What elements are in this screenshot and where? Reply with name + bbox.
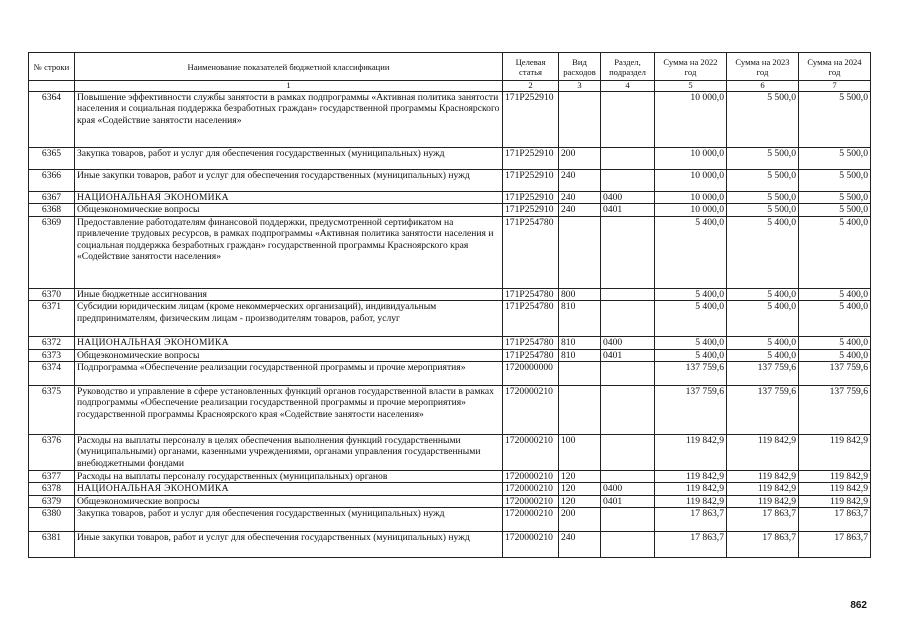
sum-2022-cell: 119 842,9 — [655, 471, 727, 483]
header-sum-2022: Сумма на 2022 год — [655, 53, 727, 81]
expense-type-cell: 240 — [559, 204, 601, 216]
section-cell — [601, 386, 655, 435]
target-article-cell: 171P254780 — [503, 337, 559, 349]
sum-2022-cell: 10 000,0 — [655, 92, 727, 148]
expense-type-cell: 810 — [559, 301, 601, 337]
target-article-cell: 171P254780 — [503, 349, 559, 361]
indicator-name-cell: Расходы на выплаты персоналу в целях обеспечения выполнения функций государственными (муниципальными) органами, казенными учреждениями, органами управления государственными внебюджетными фондами — [75, 435, 503, 471]
expense-type-cell — [559, 92, 601, 148]
target-article-cell: 171P254780 — [503, 216, 559, 288]
header-row-number: № строки — [29, 53, 75, 81]
row-number-cell: 6372 — [29, 337, 75, 349]
header-target-article: Целевая статья — [503, 53, 559, 81]
indicator-name-cell: Закупка товаров, работ и услуг для обеспечения государственных (муниципальных) нужд — [75, 148, 503, 170]
sum-2023-cell: 5 500,0 — [727, 192, 799, 204]
sum-2024-cell: 5 400,0 — [799, 337, 871, 349]
row-number-cell: 6368 — [29, 204, 75, 216]
header-sum-2023: Сумма на 2023 год — [727, 53, 799, 81]
section-cell: 0400 — [601, 483, 655, 495]
sum-2022-cell: 10 000,0 — [655, 148, 727, 170]
row-number-cell: 6373 — [29, 349, 75, 361]
section-cell: 0400 — [601, 337, 655, 349]
indicator-name-cell: Общеэкономические вопросы — [75, 204, 503, 216]
table-row — [29, 204, 871, 216]
expense-type-cell — [559, 362, 601, 386]
sum-2024-cell: 137 759,6 — [799, 362, 871, 386]
sum-2023-cell: 5 500,0 — [727, 204, 799, 216]
sum-2024-cell: 119 842,9 — [799, 495, 871, 507]
target-article-cell: 1720000210 — [503, 435, 559, 471]
sum-2024-cell: 119 842,9 — [799, 435, 871, 471]
sum-2023-cell: 137 759,6 — [727, 362, 799, 386]
page-number: 862 — [850, 600, 867, 611]
sum-2023-cell: 5 500,0 — [727, 92, 799, 148]
sum-2022-cell: 137 759,6 — [655, 362, 727, 386]
table-header-row — [29, 53, 871, 81]
target-article-cell: 171P254780 — [503, 288, 559, 300]
table-row — [29, 471, 871, 483]
table-row — [29, 483, 871, 495]
sum-2024-cell: 5 400,0 — [799, 288, 871, 300]
target-article-cell: 171P252910 — [503, 92, 559, 148]
row-number-cell: 6369 — [29, 216, 75, 288]
target-article-cell: 171P252910 — [503, 170, 559, 192]
indicator-name-cell: НАЦИОНАЛЬНАЯ ЭКОНОМИКА — [75, 192, 503, 204]
table-row — [29, 216, 871, 288]
table-row — [29, 92, 871, 148]
expense-type-cell: 120 — [559, 483, 601, 495]
sum-2022-cell: 119 842,9 — [655, 483, 727, 495]
sum-2023-cell: 5 400,0 — [727, 301, 799, 337]
indicator-name-cell: НАЦИОНАЛЬНАЯ ЭКОНОМИКА — [75, 483, 503, 495]
sum-2022-cell: 5 400,0 — [655, 349, 727, 361]
row-number-cell: 6381 — [29, 532, 75, 558]
sum-2023-cell: 5 400,0 — [727, 349, 799, 361]
sum-2022-cell: 17 863,7 — [655, 508, 727, 532]
table-row — [29, 349, 871, 361]
sum-2022-cell: 5 400,0 — [655, 216, 727, 288]
expense-type-cell — [559, 386, 601, 435]
row-number-cell: 6376 — [29, 435, 75, 471]
row-number-cell: 6377 — [29, 471, 75, 483]
sum-2022-cell: 119 842,9 — [655, 435, 727, 471]
column-number: 3 — [559, 81, 601, 92]
target-article-cell: 1720000210 — [503, 386, 559, 435]
row-number-cell: 6364 — [29, 92, 75, 148]
sum-2024-cell: 137 759,6 — [799, 386, 871, 435]
target-article-cell: 1720000000 — [503, 362, 559, 386]
sum-2024-cell: 5 500,0 — [799, 170, 871, 192]
expense-type-cell: 240 — [559, 532, 601, 558]
indicator-name-cell: Субсидии юридическим лицам (кроме некоммерческих организаций), индивидуальным предпринимателям, физическим лицам - производителям товаров, работ, услуг — [75, 301, 503, 337]
column-number — [29, 81, 75, 92]
expense-type-cell: 120 — [559, 471, 601, 483]
sum-2023-cell: 5 400,0 — [727, 216, 799, 288]
sum-2024-cell: 5 400,0 — [799, 301, 871, 337]
section-cell — [601, 301, 655, 337]
budget-table — [28, 52, 871, 558]
row-number-cell: 6367 — [29, 192, 75, 204]
expense-type-cell — [559, 216, 601, 288]
table-row — [29, 192, 871, 204]
section-cell — [601, 170, 655, 192]
table-row — [29, 495, 871, 507]
target-article-cell: 171P252910 — [503, 148, 559, 170]
target-article-cell: 171P252910 — [503, 192, 559, 204]
sum-2024-cell: 5 500,0 — [799, 148, 871, 170]
sum-2023-cell: 17 863,7 — [727, 508, 799, 532]
section-cell: 0401 — [601, 204, 655, 216]
row-number-cell: 6366 — [29, 170, 75, 192]
header-section: Раздел, подраздел — [601, 53, 655, 81]
indicator-name-cell: Общеэкономические вопросы — [75, 495, 503, 507]
expense-type-cell: 240 — [559, 170, 601, 192]
indicator-name-cell: Иные закупки товаров, работ и услуг для обеспечения государственных (муниципальных) нужд — [75, 170, 503, 192]
expense-type-cell: 810 — [559, 349, 601, 361]
sum-2022-cell: 10 000,0 — [655, 170, 727, 192]
section-cell: 0401 — [601, 349, 655, 361]
sum-2022-cell: 10 000,0 — [655, 204, 727, 216]
indicator-name-cell: Закупка товаров, работ и услуг для обеспечения государственных (муниципальных) нужд — [75, 508, 503, 532]
sum-2022-cell: 119 842,9 — [655, 495, 727, 507]
header-sum-2024: Сумма на 2024 год — [799, 53, 871, 81]
section-cell — [601, 362, 655, 386]
indicator-name-cell: Руководство и управление в сфере установленных функций органов государственной власти в рамках подпрограммы «Обеспечение реализации государственной программы и прочие мероприятия» государственной программы Красноярского края «Содействие занятости населения» — [75, 386, 503, 435]
column-number: 2 — [503, 81, 559, 92]
row-number-cell: 6374 — [29, 362, 75, 386]
section-cell — [601, 148, 655, 170]
section-cell: 0401 — [601, 495, 655, 507]
indicator-name-cell: Расходы на выплаты персоналу государственных (муниципальных) органов — [75, 471, 503, 483]
sum-2023-cell: 5 400,0 — [727, 337, 799, 349]
indicator-name-cell: Иные закупки товаров, работ и услуг для обеспечения государственных (муниципальных) нужд — [75, 532, 503, 558]
header-indicator-name: Наименование показателей бюджетной классификации — [75, 53, 503, 81]
row-number-cell: 6379 — [29, 495, 75, 507]
table-row — [29, 301, 871, 337]
table-row — [29, 386, 871, 435]
indicator-name-cell: Иные бюджетные ассигнования — [75, 288, 503, 300]
sum-2024-cell: 17 863,7 — [799, 508, 871, 532]
indicator-name-cell: НАЦИОНАЛЬНАЯ ЭКОНОМИКА — [75, 337, 503, 349]
target-article-cell: 171P254780 — [503, 301, 559, 337]
target-article-cell: 1720000210 — [503, 483, 559, 495]
table-row — [29, 435, 871, 471]
expense-type-cell: 120 — [559, 495, 601, 507]
expense-type-cell: 810 — [559, 337, 601, 349]
row-number-cell: 6365 — [29, 148, 75, 170]
section-cell — [601, 216, 655, 288]
section-cell — [601, 508, 655, 532]
sum-2023-cell: 119 842,9 — [727, 495, 799, 507]
header-expense-type: Вид расходов — [559, 53, 601, 81]
sum-2022-cell: 5 400,0 — [655, 288, 727, 300]
row-number-cell: 6370 — [29, 288, 75, 300]
section-cell — [601, 435, 655, 471]
table-row — [29, 170, 871, 192]
sum-2023-cell: 119 842,9 — [727, 483, 799, 495]
table-row — [29, 148, 871, 170]
column-number: 6 — [727, 81, 799, 92]
sum-2023-cell: 17 863,7 — [727, 532, 799, 558]
sum-2022-cell: 17 863,7 — [655, 532, 727, 558]
sum-2024-cell: 5 400,0 — [799, 349, 871, 361]
sum-2024-cell: 119 842,9 — [799, 471, 871, 483]
target-article-cell: 1720000210 — [503, 532, 559, 558]
sum-2022-cell: 10 000,0 — [655, 192, 727, 204]
target-article-cell: 1720000210 — [503, 508, 559, 532]
sum-2024-cell: 17 863,7 — [799, 532, 871, 558]
row-number-cell: 6380 — [29, 508, 75, 532]
table-row — [29, 337, 871, 349]
sum-2024-cell: 5 500,0 — [799, 92, 871, 148]
sum-2022-cell: 137 759,6 — [655, 386, 727, 435]
expense-type-cell: 240 — [559, 192, 601, 204]
sum-2024-cell: 5 500,0 — [799, 204, 871, 216]
sum-2023-cell: 119 842,9 — [727, 435, 799, 471]
sum-2022-cell: 5 400,0 — [655, 301, 727, 337]
sum-2024-cell: 5 400,0 — [799, 216, 871, 288]
column-number: 5 — [655, 81, 727, 92]
indicator-name-cell: Подпрограмма «Обеспечение реализации государственной программы и прочие мероприятия» — [75, 362, 503, 386]
column-number-row — [29, 81, 871, 92]
indicator-name-cell: Общеэкономические вопросы — [75, 349, 503, 361]
section-cell — [601, 92, 655, 148]
sum-2024-cell: 5 500,0 — [799, 192, 871, 204]
table-row — [29, 288, 871, 300]
section-cell — [601, 532, 655, 558]
section-cell — [601, 471, 655, 483]
row-number-cell: 6371 — [29, 301, 75, 337]
table-row — [29, 362, 871, 386]
table-body — [29, 92, 871, 558]
sum-2023-cell: 5 500,0 — [727, 148, 799, 170]
column-number: 1 — [75, 81, 503, 92]
sum-2023-cell: 5 500,0 — [727, 170, 799, 192]
target-article-cell: 171P252910 — [503, 204, 559, 216]
sum-2022-cell: 5 400,0 — [655, 337, 727, 349]
row-number-cell: 6378 — [29, 483, 75, 495]
section-cell — [601, 288, 655, 300]
expense-type-cell: 200 — [559, 148, 601, 170]
sum-2023-cell: 137 759,6 — [727, 386, 799, 435]
expense-type-cell: 200 — [559, 508, 601, 532]
section-cell: 0400 — [601, 192, 655, 204]
expense-type-cell: 100 — [559, 435, 601, 471]
column-number: 4 — [601, 81, 655, 92]
expense-type-cell: 800 — [559, 288, 601, 300]
sum-2024-cell: 119 842,9 — [799, 483, 871, 495]
table-row — [29, 532, 871, 558]
column-number: 7 — [799, 81, 871, 92]
target-article-cell: 1720000210 — [503, 471, 559, 483]
sum-2023-cell: 5 400,0 — [727, 288, 799, 300]
row-number-cell: 6375 — [29, 386, 75, 435]
target-article-cell: 1720000210 — [503, 495, 559, 507]
indicator-name-cell: Предоставление работодателям финансовой поддержки, предусмотренной сертификатом на привлечение трудовых ресурсов, в рамках подпрограммы «Активная политика занятости населения и социальная поддержка безработных граждан» государственной программы Красноярского края «Содействие занятости населения» — [75, 216, 503, 288]
indicator-name-cell: Повышение эффективности службы занятости в рамках подпрограммы «Активная политика занятости населения и социальная поддержка безработных граждан» государственной программы Красноярского края «Содействие занятости населения» — [75, 92, 503, 148]
sum-2023-cell: 119 842,9 — [727, 471, 799, 483]
table-row — [29, 508, 871, 532]
